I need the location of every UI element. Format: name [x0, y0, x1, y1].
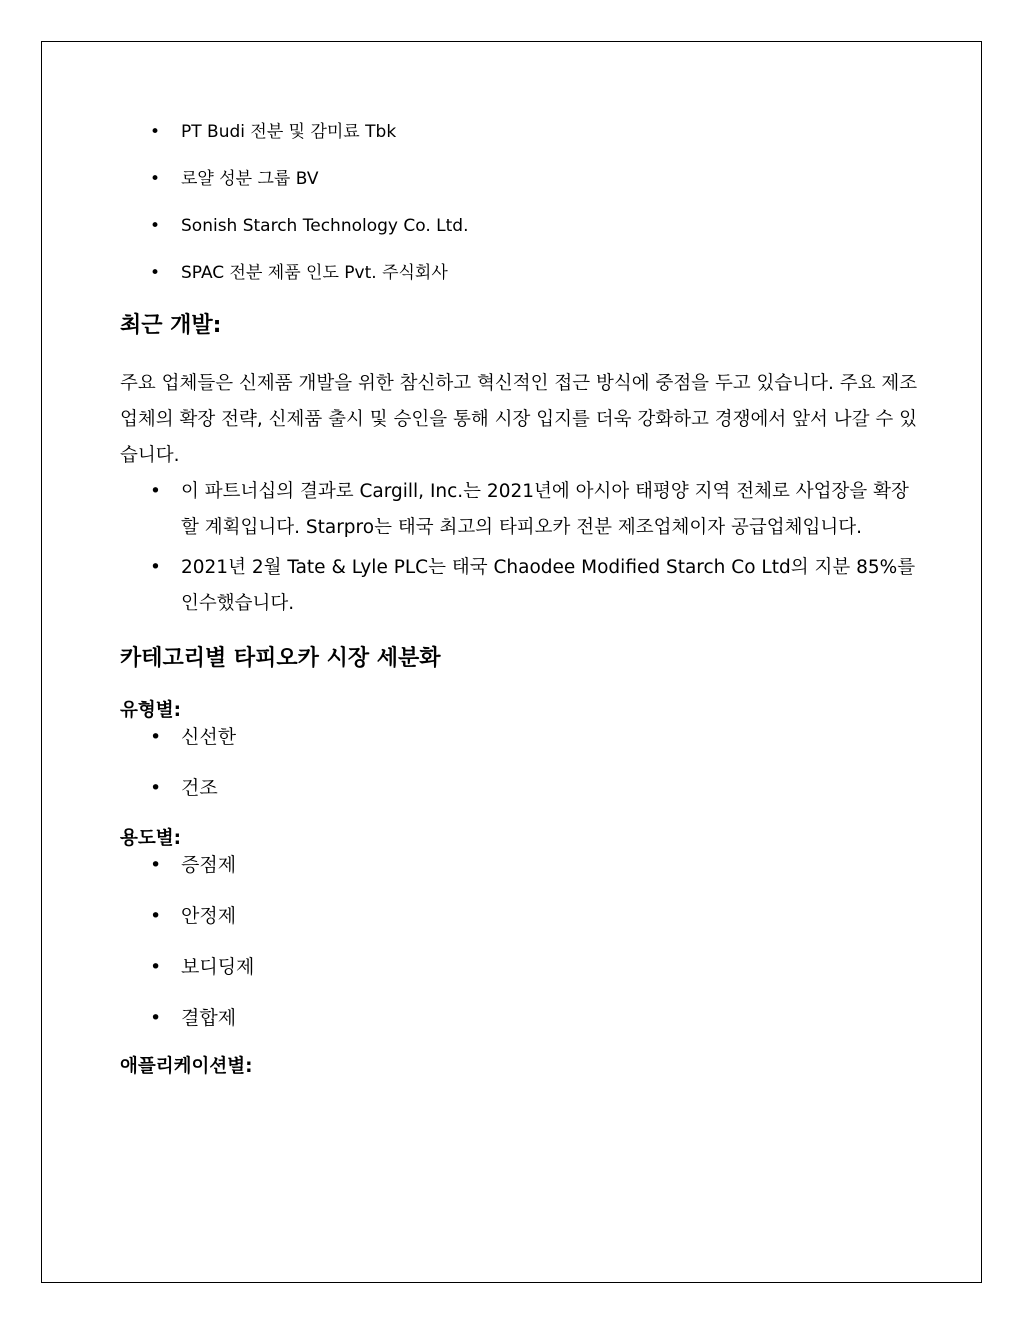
list-item: • 신선한: [120, 724, 920, 750]
development-list: [120, 474, 920, 622]
list-item: • PT Budi 전분 및 감미료 Tbk: [120, 120, 920, 144]
type-list: [120, 724, 920, 801]
company-list: [120, 120, 920, 285]
list-item: • 2021년 2월 Tate & Lyle PLC는 태국 Chaodee Modified Starch Co Ltd의 지분 85%를 인수했습니다.: [120, 550, 920, 622]
list-item: • 건조: [120, 775, 920, 801]
by-type-label: 유형별:: [120, 700, 182, 721]
list-item: • 보디딩제: [120, 954, 920, 980]
by-use-label: 용도별:: [120, 828, 182, 849]
use-list: [120, 852, 920, 1031]
segmentation-heading: 카테고리별 타피오카 시장 세분화: [120, 646, 441, 671]
list-item: • 로얄 성분 그룹 BV: [120, 167, 920, 191]
document-body: [120, 120, 920, 1080]
list-item: • 증점제: [120, 852, 920, 878]
recent-developments-heading: 최근 개발:: [120, 313, 222, 338]
list-item: • SPAC 전분 제품 인도 Pvt. 주식회사: [120, 261, 920, 285]
list-item: • 결합제: [120, 1005, 920, 1031]
recent-developments-paragraph: 주요 업체들은 신제품 개발을 위한 참신하고 혁신적인 접근 방식에 중점을 두고 있습니다. 주요 제조업체의 확장 전략, 신제품 출시 및 승인을 통해 시장 입지를 더욱 강화하고 경쟁에서 앞서 나갈 수 있습니다.: [120, 373, 918, 466]
list-item: • 안정제: [120, 903, 920, 929]
by-application-label: 애플리케이션별:: [120, 1056, 253, 1077]
list-item: • Sonish Starch Technology Co. Ltd.: [120, 214, 920, 238]
list-item: • 이 파트너십의 결과로 Cargill, Inc.는 2021년에 아시아 태평양 지역 전체로 사업장을 확장할 계획입니다. Starpro는 태국 최고의 타피오카 전분 제조업체이자 공급업체입니다.: [120, 474, 920, 546]
